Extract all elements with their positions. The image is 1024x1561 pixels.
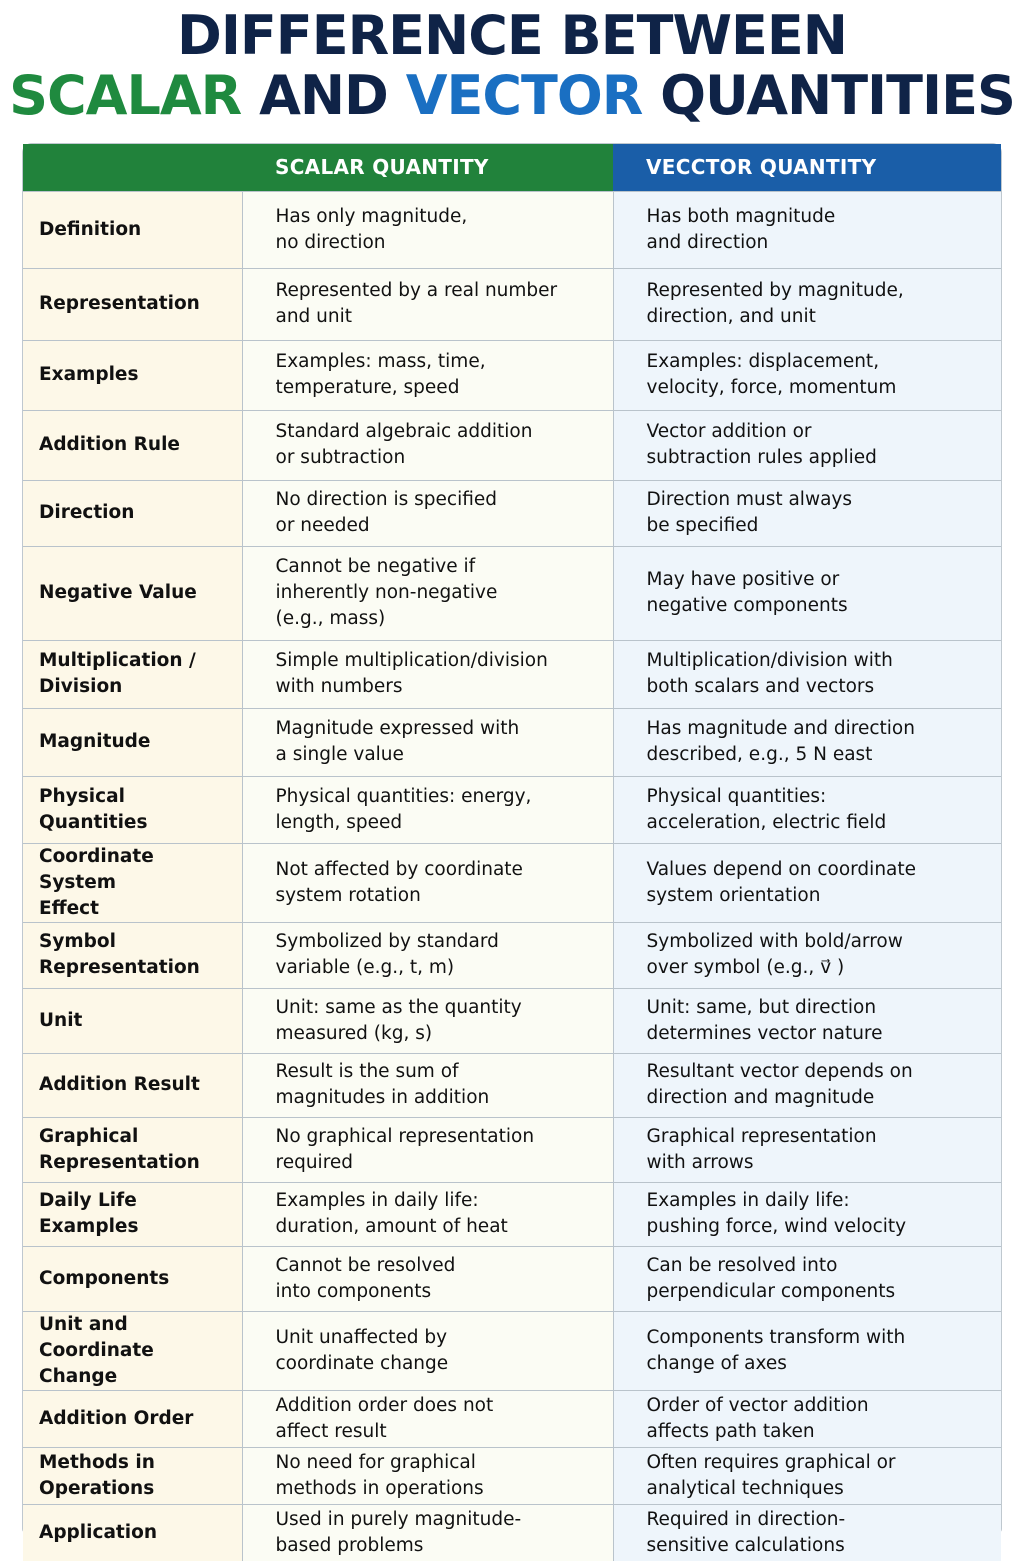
row-vector-cell-text: Graphical representation with arrows (646, 1125, 877, 1173)
header-vector-quantity: VECCTOR QUANTITY (613, 144, 1001, 191)
page-title (0, 6, 1024, 126)
row-property-label-text: Definition (39, 218, 142, 240)
row-property-label-text: Symbol Representation (39, 931, 200, 978)
table-row (23, 1117, 1001, 1182)
table-row (23, 922, 1001, 988)
row-scalar-cell-text: Simple multiplication/division with numbers (275, 650, 548, 697)
row-scalar-cell-text: Addition order does not affect result (275, 1394, 494, 1442)
row-property-label-text: Multiplication / Division (39, 650, 196, 697)
row-scalar-cell-text: Magnitude expressed with a single value (275, 718, 520, 765)
row-vector-cell (613, 1504, 1001, 1561)
row-scalar-cell-text: Result is the sum of magnitudes in addition (275, 1061, 490, 1108)
table-row (23, 410, 1001, 480)
row-vector-cell-text: Can be resolved into perpendicular components (646, 1254, 896, 1302)
row-vector-cell-text: Represented by magnitude, direction, and unit (646, 280, 904, 327)
row-property-label-text: Coordinate System Effect (39, 845, 154, 919)
row-scalar-cell-text: Standard algebraic addition or subtraction (275, 421, 533, 468)
row-scalar-cell (242, 843, 613, 922)
row-scalar-cell (242, 1504, 613, 1561)
row-property-label (23, 640, 242, 708)
row-property-label (23, 1447, 242, 1504)
row-vector-cell-text: May have positive or negative components (646, 569, 848, 616)
row-property-label (23, 988, 242, 1053)
row-vector-cell-text: Symbolized with bold/arrow over symbol (e.g., v⃗ ) (646, 931, 903, 978)
row-property-label-text: Addition Order (39, 1407, 194, 1429)
row-scalar-cell (242, 1182, 613, 1246)
table-row (23, 708, 1001, 776)
row-scalar-cell (242, 268, 613, 340)
title-vector-word: VECTOR (405, 64, 643, 127)
row-vector-cell (613, 340, 1001, 410)
table-row (23, 1246, 1001, 1311)
row-scalar-cell-text: Cannot be resolved into components (275, 1254, 456, 1302)
row-scalar-cell (242, 546, 613, 640)
row-scalar-cell-text: Examples: mass, time, temperature, speed (275, 351, 486, 398)
table-row (23, 988, 1001, 1053)
row-vector-cell-text: Direction must always be specified (646, 489, 853, 536)
row-property-label-text: Daily Life Examples (39, 1190, 139, 1237)
row-scalar-cell-text: Symbolized by standard variable (e.g., t, m) (275, 931, 499, 978)
row-property-label (23, 1246, 242, 1311)
table-body (23, 191, 1001, 1561)
row-vector-cell (613, 708, 1001, 776)
row-vector-cell (613, 191, 1001, 268)
row-property-label (23, 708, 242, 776)
row-vector-cell-text: Examples: displacement, velocity, force, momentum (646, 351, 897, 398)
row-scalar-cell (242, 410, 613, 480)
row-scalar-cell (242, 480, 613, 546)
row-vector-cell (613, 640, 1001, 708)
row-scalar-cell (242, 1447, 613, 1504)
row-scalar-cell-text: No graphical representation required (275, 1125, 535, 1173)
table-row (23, 1504, 1001, 1561)
row-vector-cell-text: Often requires graphical or analytical techniques (646, 1451, 896, 1499)
row-property-label (23, 340, 242, 410)
row-vector-cell (613, 410, 1001, 480)
row-property-label (23, 410, 242, 480)
row-property-label (23, 843, 242, 922)
row-vector-cell-text: Components transform with change of axes (646, 1326, 906, 1374)
table-row (23, 1447, 1001, 1504)
title-scalar-word: SCALAR (9, 64, 242, 127)
row-vector-cell-text: Physical quantities: acceleration, electric field (646, 785, 887, 833)
row-property-label-text: Magnitude (39, 731, 151, 752)
comparison-table-container (22, 143, 1002, 1556)
row-property-label (23, 1117, 242, 1182)
title-quantities-word: QUANTITIES (660, 64, 1015, 127)
row-vector-cell (613, 1390, 1001, 1447)
title-line-1: DIFFERENCE BETWEEN (177, 4, 847, 67)
header-property-column (23, 144, 242, 191)
table-row (23, 1182, 1001, 1246)
row-property-label (23, 1390, 242, 1447)
row-property-label-text: Addition Result (39, 1074, 200, 1095)
row-property-label-text: Examples (39, 364, 139, 385)
table-row (23, 640, 1001, 708)
row-scalar-cell (242, 1117, 613, 1182)
row-scalar-cell-text: Has only magnitude, no direction (275, 205, 468, 253)
title-and-word: AND (259, 64, 388, 127)
row-vector-cell (613, 776, 1001, 843)
row-vector-cell (613, 1117, 1001, 1182)
row-scalar-cell-text: No direction is specified or needed (275, 489, 498, 536)
row-scalar-cell-text: No need for graphical methods in operations (275, 1451, 484, 1499)
table-row (23, 1311, 1001, 1390)
row-vector-cell (613, 1246, 1001, 1311)
row-property-label (23, 546, 242, 640)
row-vector-cell (613, 1053, 1001, 1117)
row-property-label-text: Graphical Representation (39, 1125, 200, 1173)
row-property-label-text: Components (39, 1267, 170, 1289)
row-property-label (23, 1504, 242, 1561)
row-scalar-cell (242, 1246, 613, 1311)
row-property-label (23, 191, 242, 268)
row-vector-cell-text: Has magnitude and direction described, e.g., 5 N east (646, 718, 915, 765)
row-vector-cell (613, 1182, 1001, 1246)
row-property-label-text: Methods in Operations (39, 1451, 155, 1499)
row-vector-cell (613, 1311, 1001, 1390)
row-vector-cell (613, 546, 1001, 640)
row-vector-cell-text: Resultant vector depends on direction and magnitude (646, 1061, 913, 1108)
row-vector-cell-text: Has both magnitude and direction (646, 205, 836, 253)
row-scalar-cell-text: Physical quantities: energy, length, speed (275, 785, 532, 833)
row-scalar-cell (242, 1053, 613, 1117)
row-vector-cell-text: Required in direction- sensitive calculations (646, 1508, 846, 1556)
comparison-table (23, 144, 1001, 1561)
row-scalar-cell-text: Unit unaffected by coordinate change (275, 1326, 449, 1374)
row-scalar-cell (242, 776, 613, 843)
table-row (23, 1390, 1001, 1447)
row-vector-cell-text: Values depend on coordinate system orientation (646, 858, 917, 906)
row-vector-cell (613, 480, 1001, 546)
table-row (23, 191, 1001, 268)
row-scalar-cell (242, 340, 613, 410)
table-row (23, 340, 1001, 410)
row-property-label-text: Direction (39, 502, 135, 523)
row-scalar-cell (242, 640, 613, 708)
row-scalar-cell-text: Represented by a real number and unit (275, 280, 558, 327)
row-scalar-cell-text: Cannot be negative if inherently non-negative (e.g., mass) (275, 556, 498, 629)
row-property-label-text: Representation (39, 293, 200, 314)
row-property-label (23, 1053, 242, 1117)
row-vector-cell-text: Vector addition or subtraction rules applied (646, 421, 877, 468)
row-scalar-cell-text: Not affected by coordinate system rotation (275, 858, 523, 906)
header-scalar-quantity: SCALAR QUANTITY (242, 144, 613, 191)
row-scalar-cell-text: Used in purely magnitude- based problems (275, 1508, 522, 1556)
row-property-label (23, 1182, 242, 1246)
table-row (23, 546, 1001, 640)
row-property-label-text: Unit (39, 1009, 83, 1031)
row-property-label (23, 268, 242, 340)
row-vector-cell (613, 268, 1001, 340)
row-property-label (23, 776, 242, 843)
row-scalar-cell (242, 708, 613, 776)
row-scalar-cell-text: Examples in daily life: duration, amount of heat (275, 1190, 508, 1237)
row-scalar-cell (242, 1311, 613, 1390)
table-row (23, 268, 1001, 340)
row-vector-cell (613, 843, 1001, 922)
row-property-label-text: Addition Rule (39, 434, 180, 455)
row-property-label-text: Unit and Coordinate Change (39, 1313, 154, 1387)
table-row (23, 843, 1001, 922)
row-property-label-text: Negative Value (39, 582, 197, 603)
row-vector-cell (613, 1447, 1001, 1504)
row-vector-cell (613, 988, 1001, 1053)
row-scalar-cell (242, 922, 613, 988)
row-vector-cell-text: Order of vector addition affects path taken (646, 1394, 869, 1442)
row-property-label (23, 1311, 242, 1390)
row-vector-cell-text: Unit: same, but direction determines vector nature (646, 996, 883, 1044)
table-row (23, 1053, 1001, 1117)
row-scalar-cell (242, 191, 613, 268)
row-scalar-cell (242, 1390, 613, 1447)
title-line-2 (0, 66, 1024, 126)
row-vector-cell-text: Examples in daily life: pushing force, wind velocity (646, 1190, 907, 1237)
row-property-label-text: Physical Quantities (39, 785, 148, 833)
row-scalar-cell (242, 988, 613, 1053)
row-property-label (23, 480, 242, 546)
row-vector-cell (613, 922, 1001, 988)
table-row (23, 480, 1001, 546)
row-vector-cell-text: Multiplication/division with both scalars and vectors (646, 650, 893, 697)
row-property-label (23, 922, 242, 988)
row-scalar-cell-text: Unit: same as the quantity measured (kg, s) (275, 996, 522, 1044)
table-row (23, 776, 1001, 843)
table-header-row (23, 144, 1001, 191)
row-property-label-text: Application (39, 1521, 158, 1543)
